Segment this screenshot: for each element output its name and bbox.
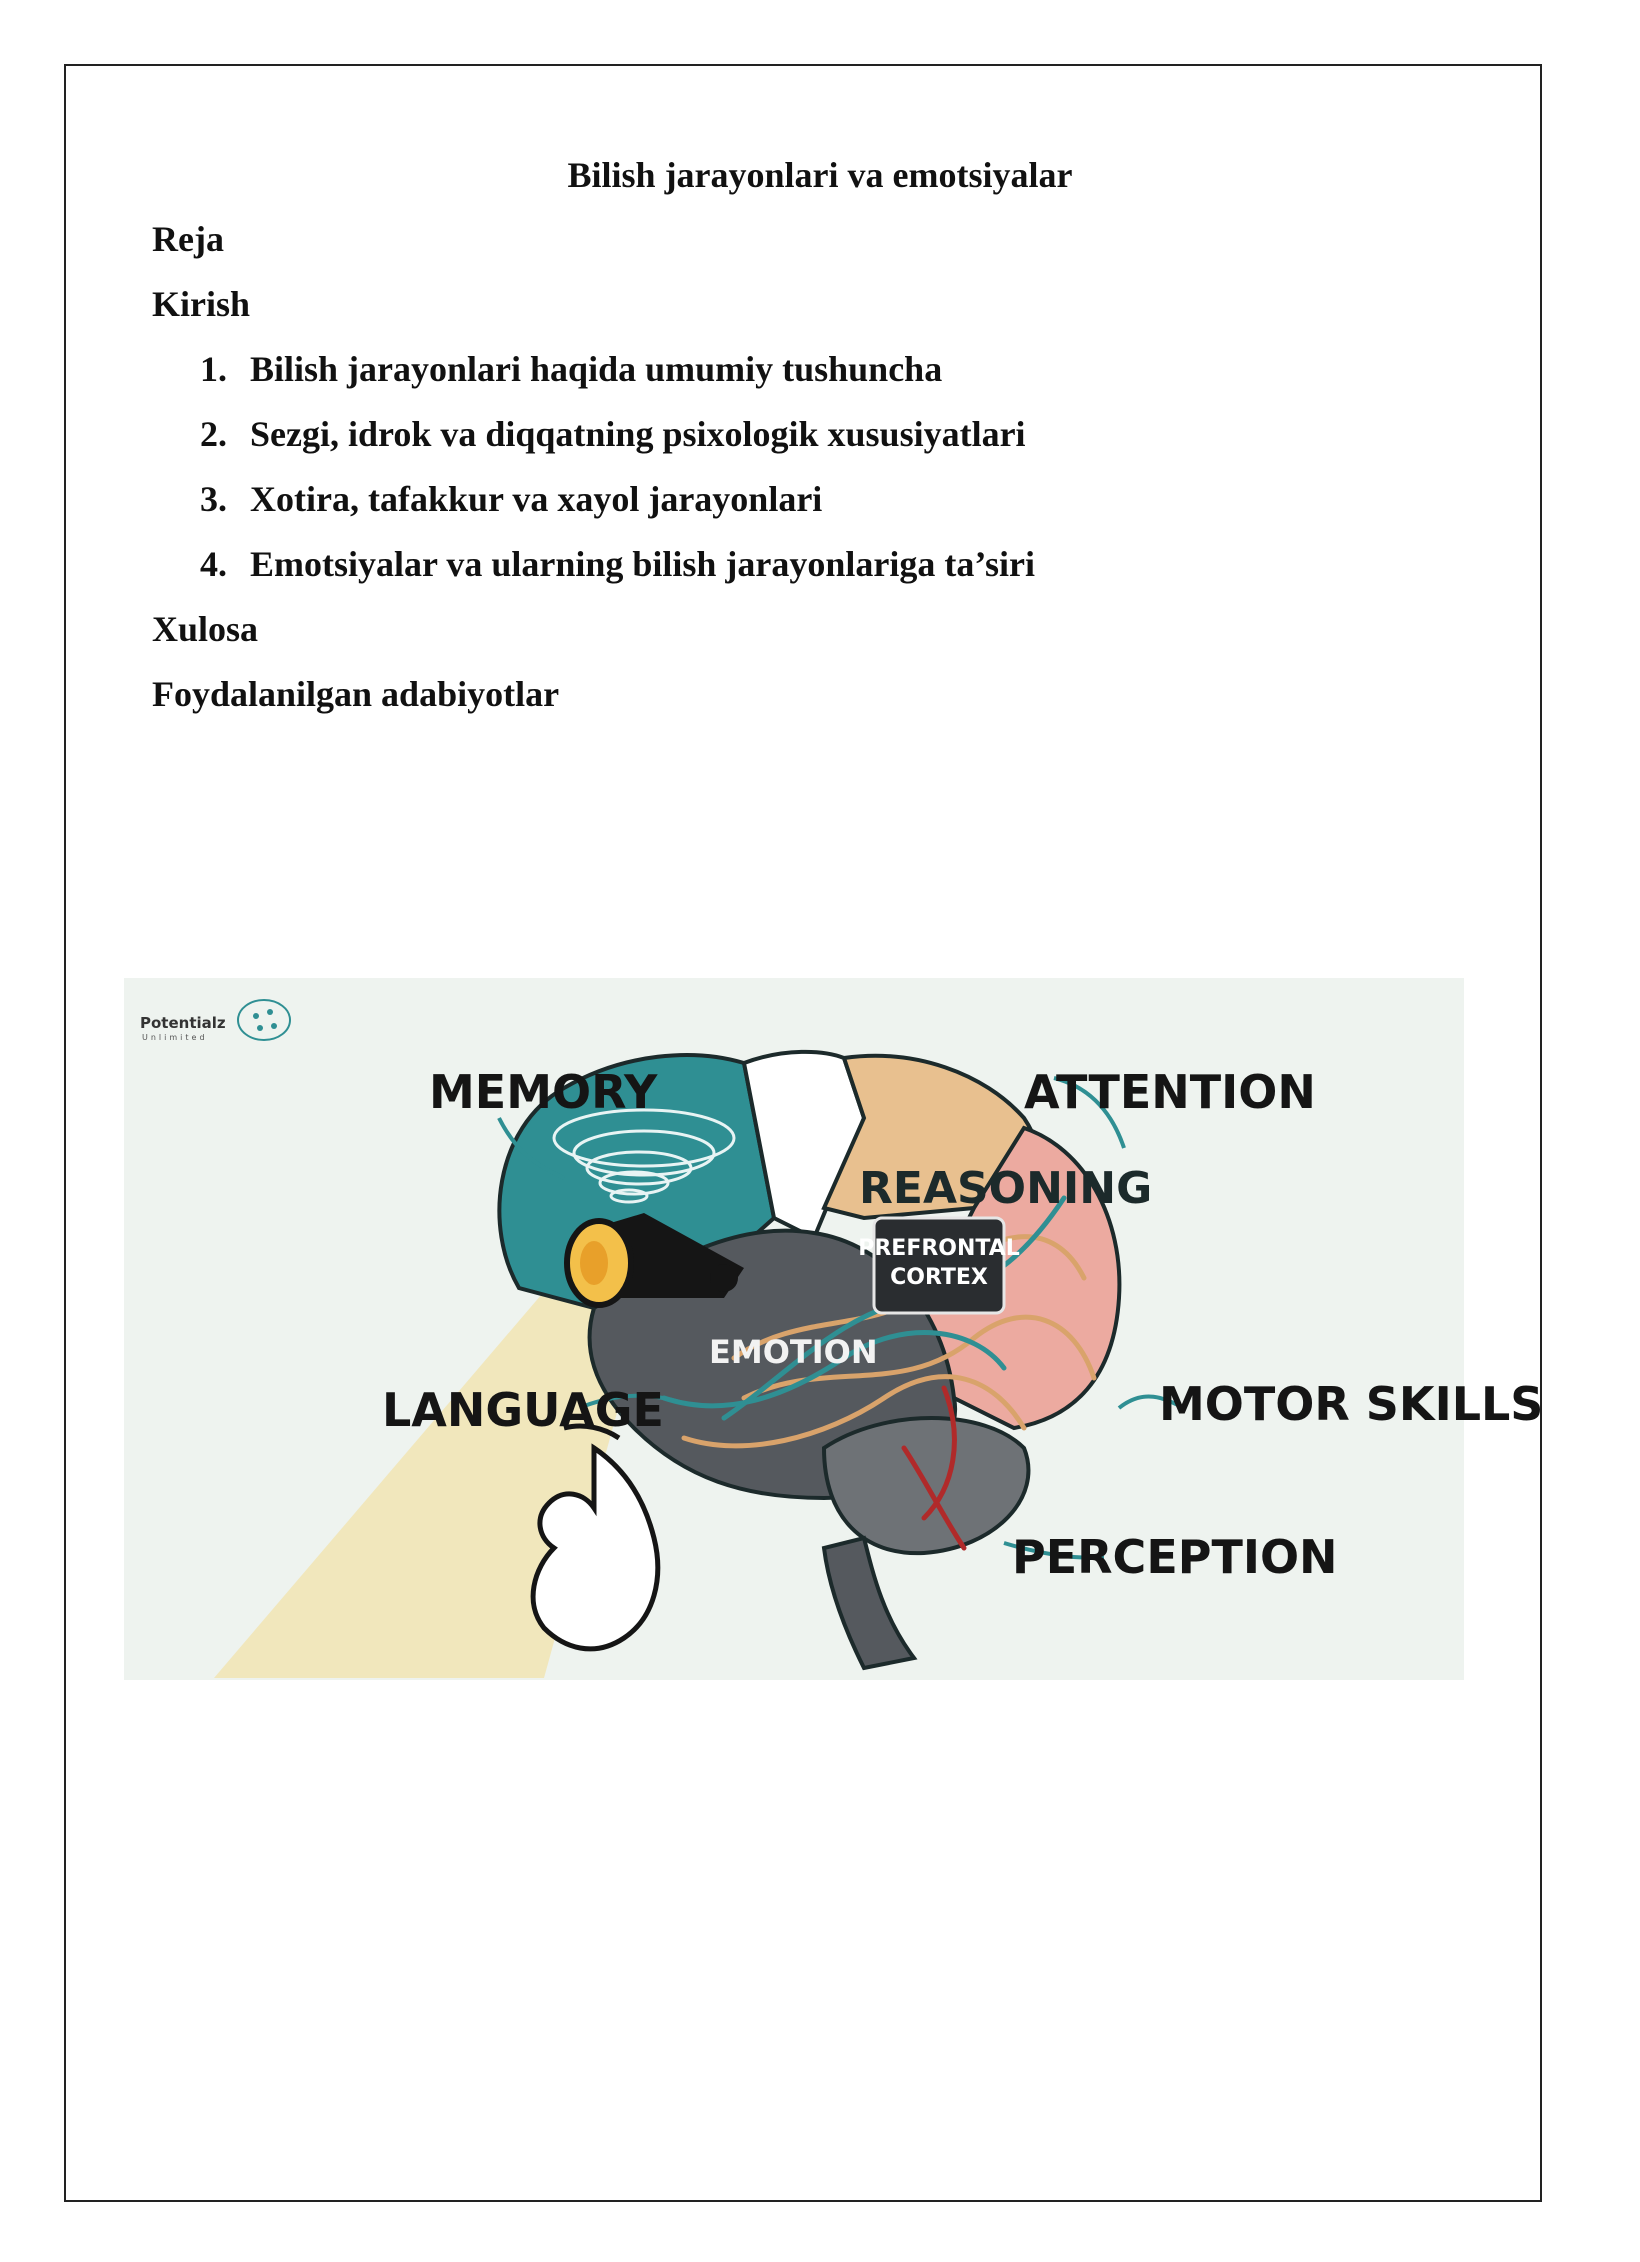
brain-illustration <box>124 978 1544 1680</box>
prefrontal-label-line1: PREFRONTAL <box>858 1236 1020 1261</box>
plan-item <box>200 413 1026 455</box>
plan-heading: Reja <box>152 219 224 259</box>
plan-item-text: Sezgi, idrok va diqqatning psixologik xususiyatlari <box>250 414 1026 454</box>
logo-name: Potentialz <box>140 1014 226 1032</box>
logo-brain-icon <box>238 1000 290 1040</box>
plan-item-text: Xotira, tafakkur va xayol jarayonlari <box>250 479 823 519</box>
plan-item-number: 4. <box>200 544 227 584</box>
intro-heading: Kirish <box>152 284 251 324</box>
brain-illustration-svg <box>124 978 1544 1680</box>
attention-label: ATTENTION <box>1024 1065 1316 1119</box>
plan-item-number: 1. <box>200 349 227 389</box>
plan-item <box>200 348 942 390</box>
plan-item <box>200 543 1035 585</box>
plan-item-text: Emotsiyalar va ularning bilish jarayonlariga ta’siri <box>250 544 1036 584</box>
plan-item-text: Bilish jarayonlari haqida umumiy tushuncha <box>250 349 943 389</box>
logo-subtitle: Unlimited <box>142 1033 208 1042</box>
document-title: Bilish jarayonlari va emotsiyalar <box>567 155 1073 195</box>
reasoning-label: REASONING <box>859 1163 1153 1214</box>
brain-stem <box>824 1538 914 1668</box>
plan-item <box>200 478 822 520</box>
references-heading: Foydalanilgan adabiyotlar <box>152 674 560 714</box>
prefrontal-label-line2: CORTEX <box>890 1265 988 1290</box>
motor-skills-label: MOTOR SKILLS <box>1159 1377 1544 1431</box>
language-label: LANGUAGE <box>382 1383 664 1437</box>
plan-item-number: 3. <box>200 479 227 519</box>
logo <box>140 1000 290 1042</box>
emotion-label: EMOTION <box>709 1333 878 1371</box>
conclusion-heading: Xulosa <box>152 609 259 649</box>
memory-label: MEMORY <box>429 1065 658 1119</box>
perception-label: PERCEPTION <box>1012 1530 1338 1584</box>
plan-item-number: 2. <box>200 414 227 454</box>
